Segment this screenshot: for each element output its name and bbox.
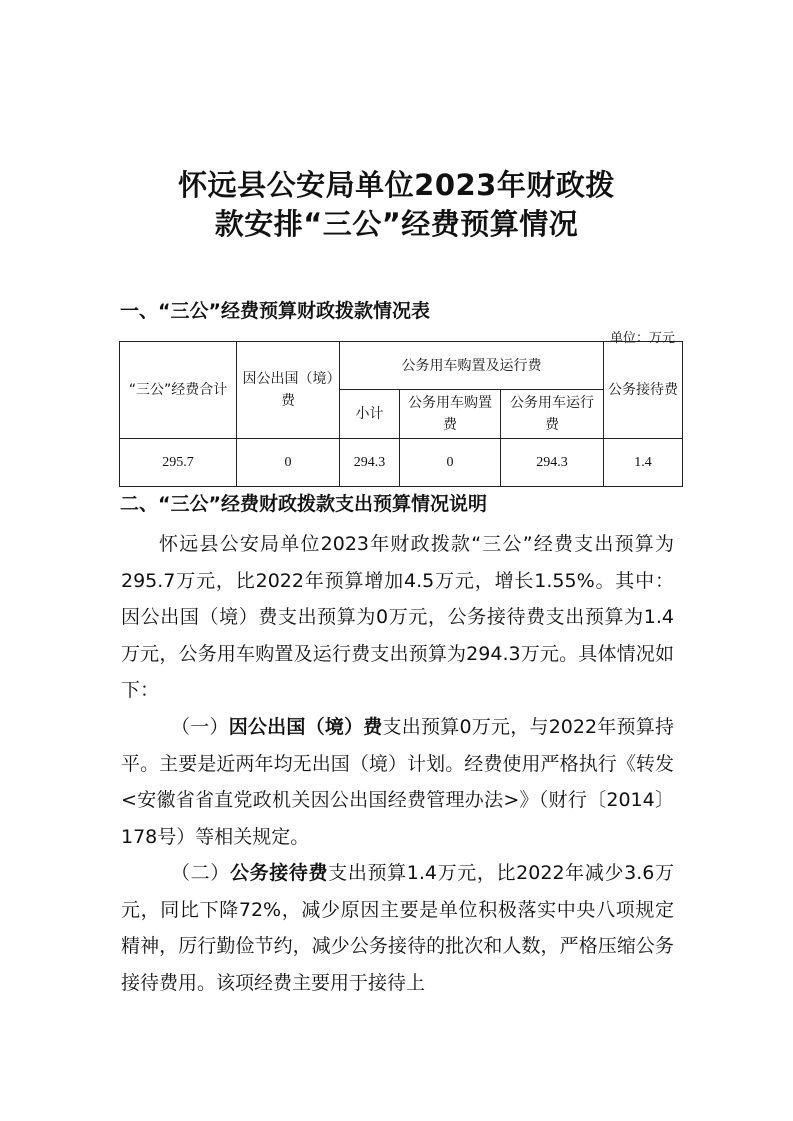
paragraph-overseas bbox=[121, 709, 674, 855]
value-vehicle-operation: 294.3 bbox=[501, 439, 604, 487]
header-overseas: 因公出国（境）费 bbox=[237, 342, 340, 439]
table-header-row bbox=[120, 342, 683, 390]
value-total: 295.7 bbox=[120, 439, 237, 487]
header-subtotal: 小计 bbox=[340, 390, 400, 439]
value-overseas: 0 bbox=[237, 439, 340, 487]
paragraph-summary: 怀远县公安局单位2023年财政拨款“三公”经费支出预算为295.7万元，比2022年预算增加4.5万元，增长1.55%。其中：因公出国（境）费支出预算为0万元，公务接待费支出预算为1.4万元，公务用车购置及运行费支出预算为294.3万元。具体情况如下： bbox=[121, 533, 674, 702]
value-reception: 1.4 bbox=[604, 439, 683, 487]
paragraph-reception-body: 支出预算1.4万元，比2022年减少3.6万元，同比下降72%，减少原因主要是单位积极落实中央八项规定精神，厉行勤俭节约，减少公务接待的批次和人数，严格压缩公务接待费用。该项经费主要用于接待上 bbox=[121, 862, 674, 994]
section1-heading: 一、“三公”经费预算财政拨款情况表 bbox=[120, 300, 430, 322]
header-vehicle-operation: 公务用车运行费 bbox=[501, 390, 604, 439]
document-title-line2: 款安排“三公”经费预算情况 bbox=[214, 207, 579, 241]
value-vehicle-purchase: 0 bbox=[400, 439, 501, 487]
budget-table bbox=[119, 341, 683, 487]
section2-heading: 二、“三公”经费财政拨款支出预算情况说明 bbox=[120, 493, 487, 515]
header-vehicle-purchase: 公务用车购置费 bbox=[400, 390, 501, 439]
header-total: “三公”经费合计 bbox=[120, 342, 237, 439]
paragraph-overseas-body: 支出预算0万元，与2022年预算持平。主要是近两年均无出国（境）计划。经费使用严格执行《转发<安徽省省直党政机关因公出国经费管理办法>》（财行〔2014〕178号）等相关规定。 bbox=[121, 716, 674, 848]
document-title-line1: 怀远县公安局单位2023年财政拨 bbox=[178, 168, 615, 202]
unit-label: 单位：万元 bbox=[609, 331, 675, 346]
table-row bbox=[120, 439, 683, 487]
paragraph-reception bbox=[121, 855, 674, 1001]
paragraph-reception-term: 公务接待费 bbox=[229, 862, 329, 884]
paragraph-overseas-prefix: （一） bbox=[171, 716, 229, 738]
value-subtotal: 294.3 bbox=[340, 439, 400, 487]
paragraph-reception-prefix: （二） bbox=[171, 862, 230, 884]
header-reception: 公务接待费 bbox=[604, 342, 683, 439]
header-vehicle-group: 公务用车购置及运行费 bbox=[340, 342, 604, 390]
paragraph-overseas-term: 因公出国（境）费 bbox=[228, 716, 383, 738]
